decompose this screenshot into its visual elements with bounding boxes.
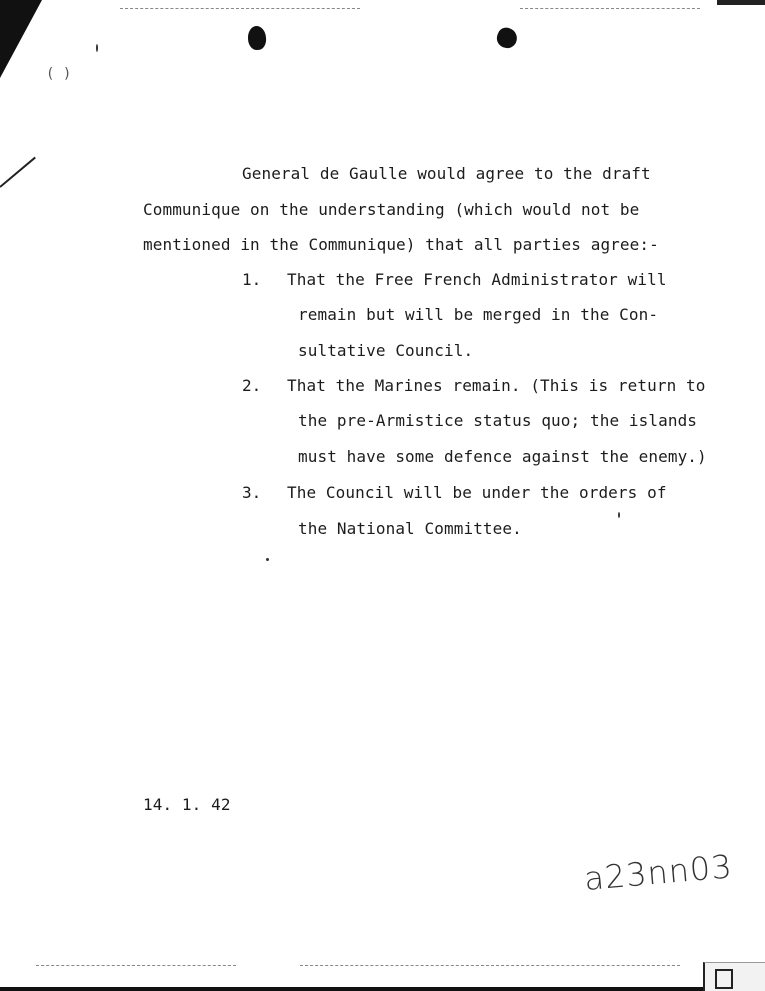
scan-dash-top [120,8,360,9]
scan-speck [96,44,98,52]
item-line: the National Committee. [298,519,522,538]
paragraph-line: mentioned in the Communique) that all parties agree:- [143,235,659,254]
scan-dash-bottom [36,965,236,966]
scan-slash-mark [0,157,36,188]
punch-hole-right [494,25,520,51]
scan-corner-shadow-right [717,0,765,5]
scan-speck [618,512,620,518]
punch-hole-left [247,25,267,50]
item-line: must have some defence against the enemy.) [298,447,707,466]
item-line: That the Free French Administrator will [287,270,667,289]
scan-bottom-edge [0,987,705,991]
document-date: 14. 1. 42 [143,795,231,814]
item-number: 3. [242,483,262,502]
item-number: 1. [242,270,262,289]
handwritten-reference: a23nn03 [582,847,735,898]
scan-paren-mark: ( ) [46,66,72,82]
paragraph-line: General de Gaulle would agree to the draft [242,164,651,183]
scan-dash-bottom-right [300,965,680,966]
scan-speck [266,558,269,561]
scan-corner-shadow [0,0,42,78]
paragraph-line: Communique on the understanding (which would not be [143,200,640,219]
scan-dash-top-right [520,8,700,9]
item-line: remain but will be merged in the Con- [298,305,659,324]
item-line: That the Marines remain. (This is return to [287,376,706,395]
item-line: sultative Council. [298,341,474,360]
item-number: 2. [242,376,262,395]
item-line: the pre-Armistice status quo; the islands [298,411,698,430]
scan-corner-bottom-right [703,962,765,991]
item-line: The Council will be under the orders of [287,483,667,502]
